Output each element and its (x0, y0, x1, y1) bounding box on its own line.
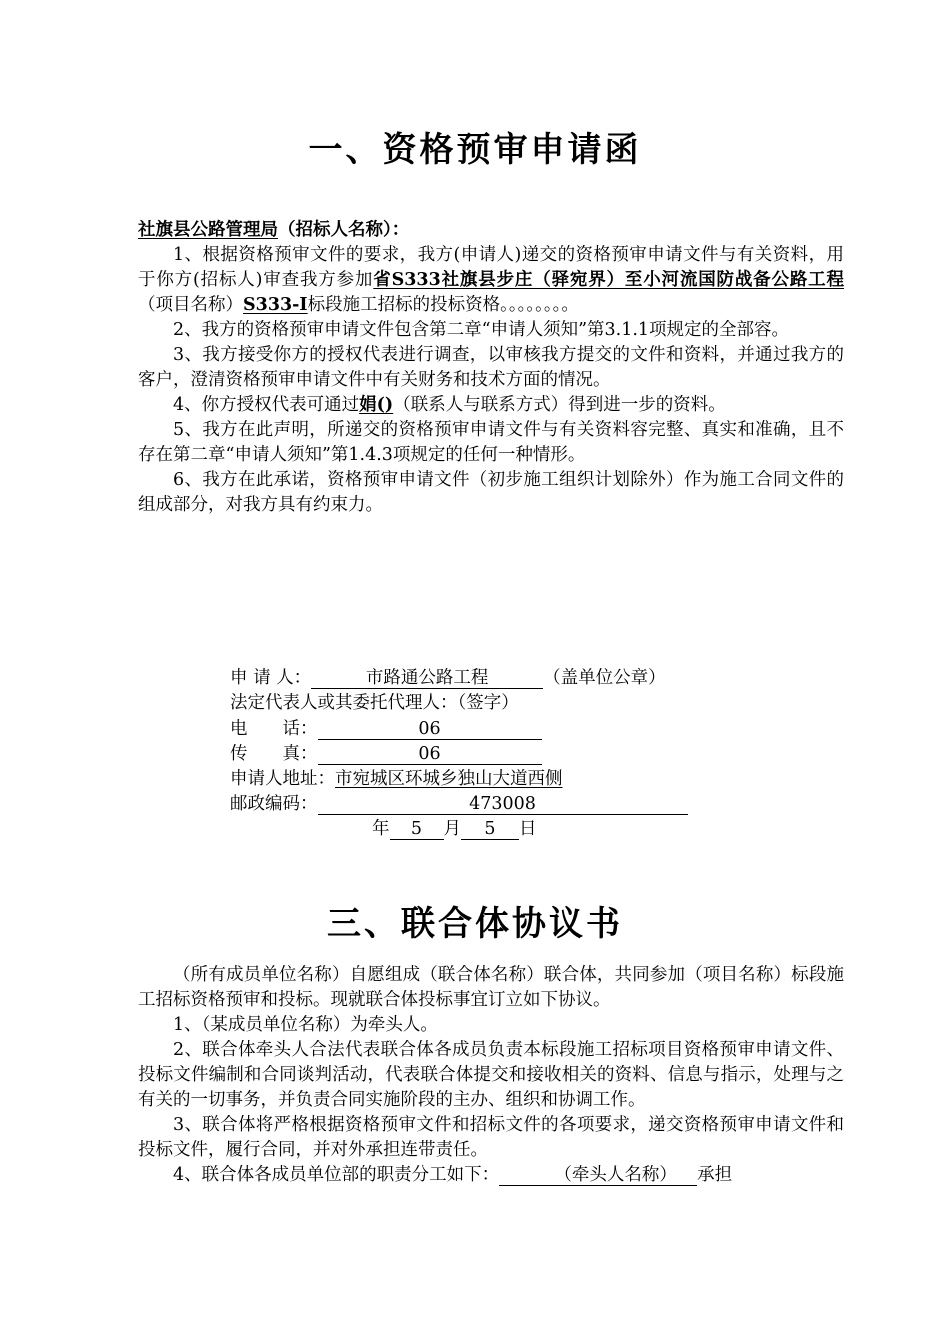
agreement-item-3: 3、联合体将严格根据资格预审文件和招标文件的各项要求，递交资格预审申请文件和投标文件，履行合同，并对外承担连带责任。 (138, 1115, 844, 1160)
lead-member-blank: （牵头人名称） (499, 1165, 697, 1186)
phone-label: 电 话： (230, 719, 318, 739)
application-letter-body (138, 218, 844, 518)
p1-text-c: 标段施工招标的投标资格。。。。。。。。 (307, 295, 579, 315)
year-label: 年 (372, 819, 390, 839)
paragraph-6: 6、我方在此承诺，资格预审申请文件（初步施工组织计划除外）作为施工合同文件的组成部分，对我方具有约束力。 (138, 470, 844, 515)
agreement-item-1: 1、（某成员单位名称）为牵头人。 (173, 1015, 438, 1035)
applicant-row (230, 666, 666, 691)
address-row (230, 767, 563, 792)
phone-value: 06 (318, 719, 542, 740)
month-value: 5 (390, 819, 444, 840)
seal-note: （盖单位公章） (543, 668, 666, 688)
project-name: 省S333社旗县步庄（驿宛界）至小河流国防战备公路工程 (373, 270, 844, 290)
addressee-line (138, 218, 844, 243)
agreement-item-2: 2、联合体牵头人合法代表联合体各成员负责本标段施工招标项目资格预审申请文件、投标文件编制和合同谈判活动，代表联合体提交和接收相关的资料、信息与指示，处理与之有关的一切事务，并负责合同实施阶段的主办、组织和协调工作。 (138, 1040, 844, 1110)
addressee-name: 社旗县公路管理局 (138, 220, 278, 240)
month-label: 月 (443, 819, 461, 839)
section-number: S333-I (243, 295, 308, 315)
p4-text-a: 4、你方授权代表可通过 (173, 395, 360, 415)
p1-text-b: （项目名称） (138, 295, 243, 315)
consortium-agreement-body (138, 963, 844, 1188)
p1-text-a: 1、根据资格预审文件的要求，我方(申请人)递交的资格预审申请文件与有关资料，用于你方(招标人)审查我方参加 (138, 245, 844, 290)
item4-text-b: 承担 (697, 1165, 733, 1185)
postcode-row (230, 792, 688, 817)
applicant-value: 市路通公路工程 (311, 668, 543, 689)
fax-value: 06 (318, 744, 542, 765)
paragraph-5: 5、我方在此声明，所递交的资格预审申请文件与有关资料容完整、真实和准确，且不存在第二章“申请人须知”第1.4.3项规定的任何一种情形。 (138, 420, 844, 465)
paragraph-1 (138, 243, 844, 318)
applicant-label: 申 请 人： (230, 668, 312, 688)
fax-row (230, 742, 542, 767)
address-label: 申请人地址： (230, 769, 335, 789)
postcode-value: 473008 (318, 794, 688, 815)
item4-text-a: 4、联合体各成员单位部的职责分工如下： (173, 1165, 500, 1185)
day-value: 5 (461, 819, 519, 840)
phone-row (230, 717, 542, 742)
p4-text-b: （联系人与联系方式）得到进一步的资料。 (393, 395, 726, 415)
postcode-label: 邮政编码： (230, 794, 318, 814)
date-row (372, 817, 537, 842)
paragraph-3: 3、我方接受你方的授权代表进行调查，以审核我方提交的文件和资料，并通过我方的客户，澄清资格预审申请文件中有关财务和技术方面的情况。 (138, 345, 844, 390)
day-label: 日 (519, 819, 537, 839)
contact-person: 娟() (359, 395, 394, 415)
agreement-item-4 (138, 1163, 844, 1188)
representative-row: 法定代表人或其委托代理人：（签字） (230, 693, 519, 713)
fax-label: 传 真： (230, 744, 318, 764)
agreement-intro: （所有成员单位名称）自愿组成（联合体名称）联合体，共同参加（项目名称）标段施工招标资格预审和投标。现就联合体投标事宜订立如下协议。 (138, 965, 844, 1010)
paragraph-2: 2、我方的资格预审申请文件包含第二章“申请人须知”第3.1.1项规定的全部容。 (173, 320, 790, 340)
addressee-suffix: （招标人名称）： (278, 220, 410, 240)
paragraph-4 (138, 393, 844, 418)
section-title-application-letter: 一、资格预审申请函 (308, 130, 642, 170)
address-value: 市宛城区环城乡独山大道西侧 (335, 769, 563, 789)
section-title-consortium-agreement: 三、联合体协议书 (327, 904, 623, 944)
